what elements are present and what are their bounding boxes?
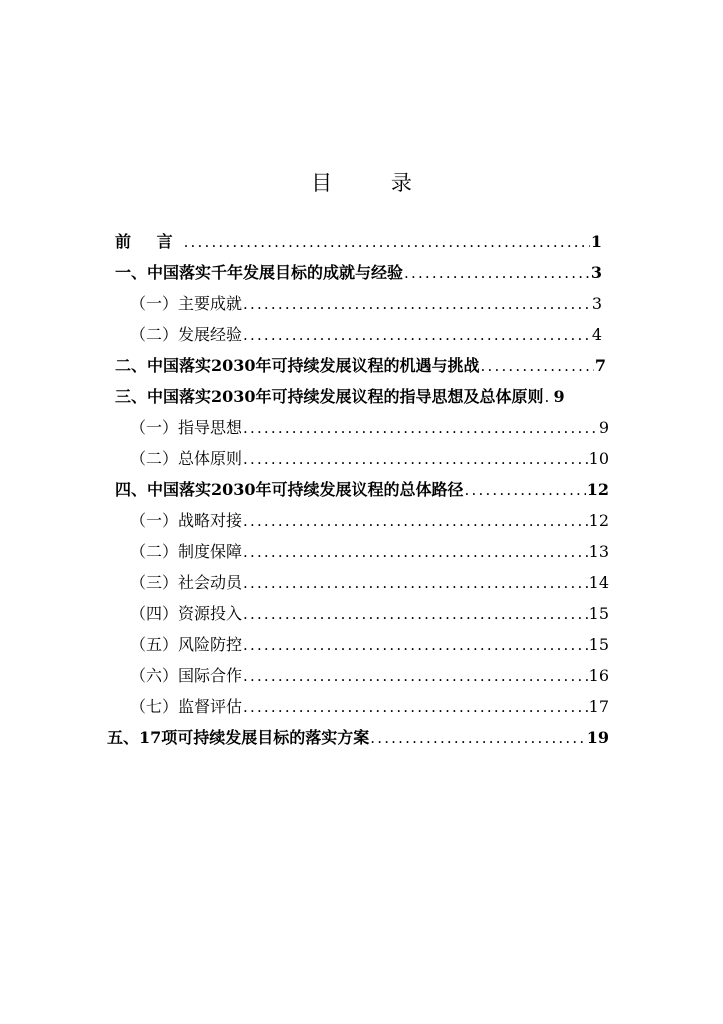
toc-dot-leader xyxy=(404,258,590,288)
toc-entry-label: （二）制度保障 xyxy=(130,542,243,561)
toc-entry-section-4-6[interactable] xyxy=(130,661,609,691)
toc-dot-leader xyxy=(243,506,588,536)
toc-entry-preface[interactable] xyxy=(115,227,602,257)
toc-entry-section-4-1[interactable] xyxy=(130,506,609,536)
toc-entry-label: （三）社会动员 xyxy=(130,573,243,592)
toc-dot-leader xyxy=(243,661,588,691)
toc-page-number: 9 xyxy=(598,418,609,437)
toc-page-number: 3 xyxy=(590,263,602,282)
toc-entry-label: 前 言 xyxy=(115,232,183,251)
toc-page-number: 4 xyxy=(591,325,602,344)
toc-entry-section-4-5[interactable] xyxy=(130,630,609,660)
toc-entry-label: 三、中国落实2030年可持续发展议程的指导思想及总体原则 xyxy=(115,387,544,406)
toc-dot-leader xyxy=(243,289,591,319)
toc-dot-leader xyxy=(243,599,588,629)
toc-entry-section-4-4[interactable] xyxy=(130,599,609,629)
toc-page-number: 3 xyxy=(591,294,602,313)
toc-page-number: 17 xyxy=(588,697,609,716)
toc-dot-leader xyxy=(184,227,590,257)
page-title: 目 录 xyxy=(311,171,438,195)
toc-page-number: 1 xyxy=(590,232,602,251)
toc-entry-label: （二）总体原则 xyxy=(130,449,243,468)
toc-entry-label: 一、中国落实千年发展目标的成就与经验 xyxy=(115,263,404,282)
toc-dot-leader xyxy=(243,692,588,722)
toc-dot-leader xyxy=(243,320,591,350)
toc-entry-chapter-5[interactable] xyxy=(107,723,609,753)
toc-page-number: 13 xyxy=(588,542,609,561)
toc-dot-leader xyxy=(243,630,588,660)
toc-entry-label: （四）资源投入 xyxy=(130,604,243,623)
toc-dot-leader xyxy=(370,723,585,753)
toc-dot-leader xyxy=(545,382,553,412)
toc-page-number: 10 xyxy=(588,449,609,468)
toc-entry-chapter-2[interactable] xyxy=(115,351,606,381)
toc-entry-label: 四、中国落实2030年可持续发展议程的总体路径 xyxy=(115,480,464,499)
toc-dot-leader xyxy=(243,413,598,443)
toc-page-number: 15 xyxy=(588,604,609,623)
toc-entry-section-4-3[interactable] xyxy=(130,568,609,598)
toc-entry-section-1-1[interactable] xyxy=(130,289,602,319)
toc-page-number: 9 xyxy=(553,387,565,406)
toc-entry-label: （一）主要成就 xyxy=(130,294,243,313)
toc-page-number: 12 xyxy=(586,480,609,499)
toc-entry-label: （六）国际合作 xyxy=(130,666,243,685)
toc-dot-leader xyxy=(243,444,588,474)
toc-dot-leader xyxy=(465,475,586,505)
toc-dot-leader xyxy=(481,351,594,381)
toc-entry-section-3-2[interactable] xyxy=(130,444,609,474)
toc-page-number: 16 xyxy=(588,666,609,685)
toc-entry-section-3-1[interactable] xyxy=(130,413,609,443)
toc-page-number: 12 xyxy=(588,511,609,530)
toc-entry-chapter-1[interactable] xyxy=(115,258,602,288)
toc-page-number: 19 xyxy=(586,728,609,747)
toc-entry-section-4-2[interactable] xyxy=(130,537,609,567)
toc-dot-leader xyxy=(243,568,588,598)
toc-entry-label: 二、中国落实2030年可持续发展议程的机遇与挑战 xyxy=(115,356,480,375)
toc-entry-label: （一）指导思想 xyxy=(130,418,243,437)
toc-page-number: 7 xyxy=(594,356,606,375)
toc-entry-section-1-2[interactable] xyxy=(130,320,602,350)
toc-entry-chapter-3[interactable] xyxy=(115,382,606,412)
toc-entry-label: （七）监督评估 xyxy=(130,697,243,716)
toc-entry-label: （二）发展经验 xyxy=(130,325,243,344)
toc-entry-label: （一）战略对接 xyxy=(130,511,243,530)
toc-page-number: 15 xyxy=(588,635,609,654)
toc-entry-section-4-7[interactable] xyxy=(130,692,609,722)
toc-page-number: 14 xyxy=(588,573,609,592)
toc-entry-label: 五、17项可持续发展目标的落实方案 xyxy=(107,728,370,747)
toc-entry-label: （五）风险防控 xyxy=(130,635,243,654)
toc-dot-leader xyxy=(243,537,588,567)
toc-entry-chapter-4[interactable] xyxy=(115,475,609,505)
